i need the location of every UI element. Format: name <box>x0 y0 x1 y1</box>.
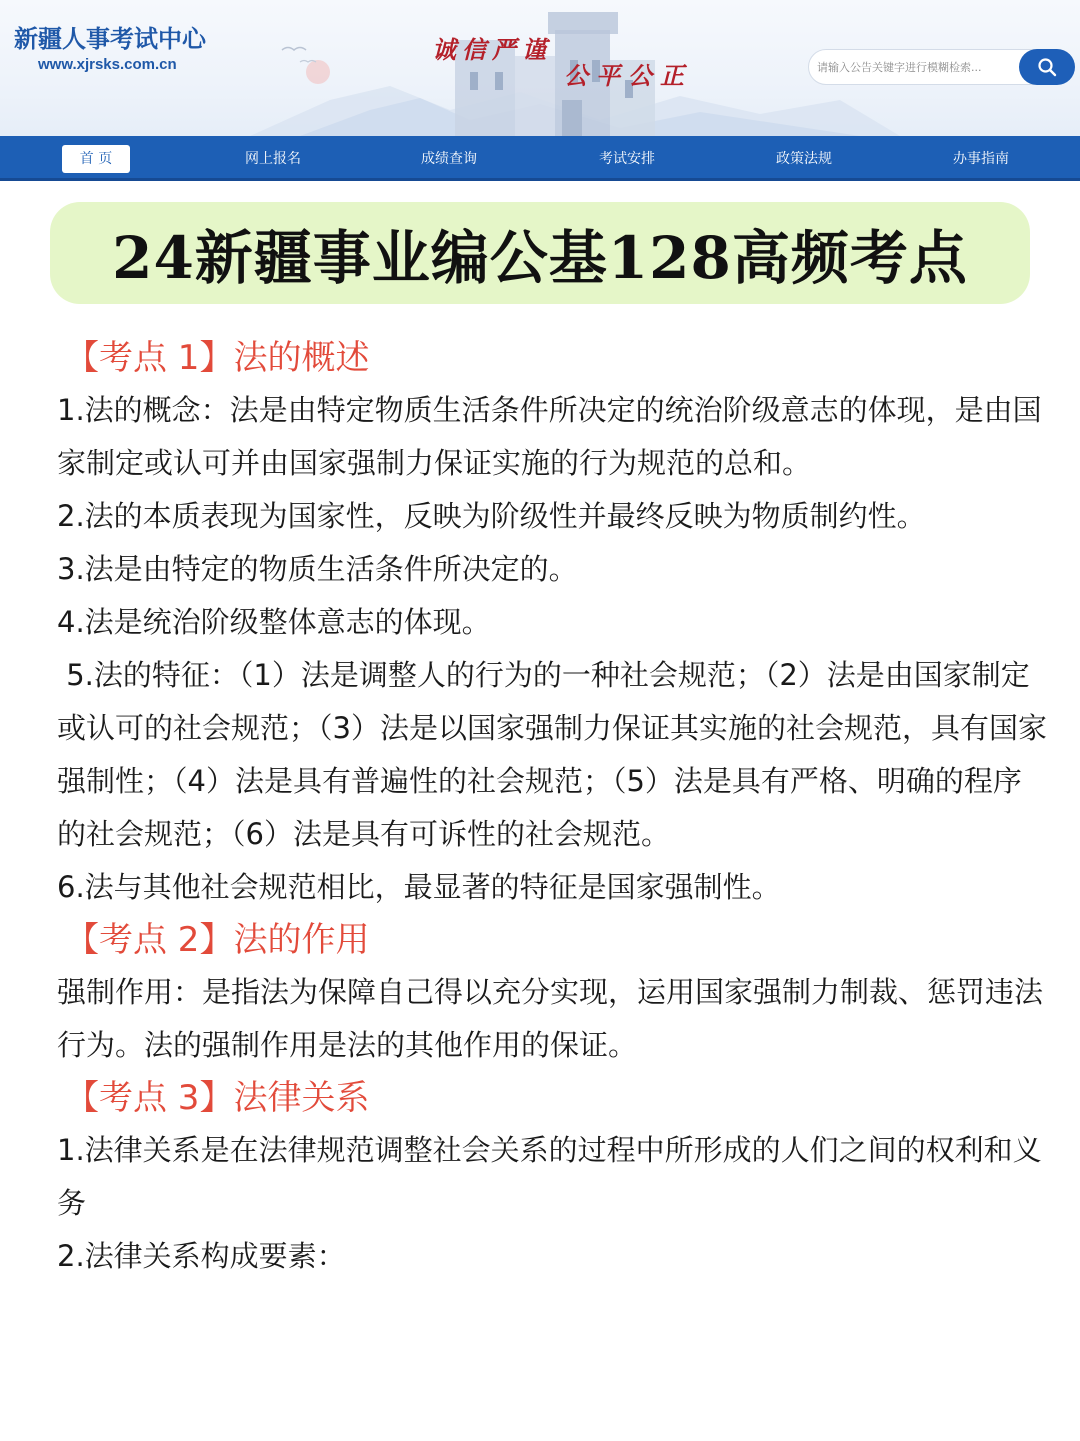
search-input[interactable] <box>817 55 1013 79</box>
paragraph: 3.法是由特定的物质生活条件所决定的。 <box>57 552 578 586</box>
slogan-line2: 公平公正 <box>564 61 692 90</box>
nav-item-home[interactable]: 首 页 <box>62 145 130 173</box>
paragraph: 5.法的特征：（1）法是调整人的行为的一种社会规范；（2）法是由国家制定或认可的社会规范；（3）法是以国家强制力保证其实施的社会规范，具有国家强制性；（4）法是具有普遍性的社会规范；（5）法是具有严格、明确的程序的社会规范；（6）法是具有可诉性的社会规范。 <box>57 658 1047 851</box>
section-heading: 【考点 1】法的概述 <box>65 338 370 378</box>
nav-item-policy[interactable]: 政策法规 <box>776 151 832 167</box>
logo-url: www.xjrsks.com.cn <box>38 56 177 73</box>
paragraph: 1.法的概念：法是由特定物质生活条件所决定的统治阶级意志的体现，是由国家制定或认可并由国家强制力保证实施的行为规范的总和。 <box>57 393 1042 480</box>
logo-title: 新疆人事考试中心 <box>14 25 206 53</box>
section-heading: 【考点 3】法律关系 <box>65 1078 370 1118</box>
slogan-line1: 诚信严谨 <box>432 35 552 64</box>
paragraph: 4.法是统治阶级整体意志的体现。 <box>57 605 491 639</box>
paragraph: 6.法与其他社会规范相比，最显著的特征是国家强制性。 <box>57 870 781 904</box>
nav-item-schedule[interactable]: 考试安排 <box>599 151 655 167</box>
nav-item-register[interactable]: 网上报名 <box>245 151 301 167</box>
nav-item-scores[interactable]: 成绩查询 <box>421 151 477 167</box>
section-heading: 【考点 2】法的作用 <box>65 920 370 960</box>
paragraph: 强制作用：是指法为保障自己得以充分实现，运用国家强制力制裁、惩罚违法行为。法的强制作用是法的其他作用的保证。 <box>57 975 1044 1062</box>
page-title: 24新疆事业编公基128高频考点 <box>112 224 968 292</box>
title-banner <box>50 202 1030 304</box>
paragraph: 1.法律关系是在法律规范调整社会关系的过程中所形成的人们之间的权利和义务 <box>57 1133 1042 1220</box>
site-logo[interactable] <box>14 24 206 73</box>
paragraph: 2.法律关系构成要素： <box>57 1239 346 1273</box>
nav-item-guide[interactable]: 办事指南 <box>953 151 1009 167</box>
paragraph: 2.法的本质表现为国家性，反映为阶级性并最终反映为物质制约性。 <box>57 499 926 533</box>
search-button[interactable] <box>1019 49 1075 85</box>
article-content <box>57 332 1047 1283</box>
main-nav <box>0 136 1080 181</box>
site-header <box>0 0 1080 136</box>
search-icon <box>1037 57 1057 77</box>
